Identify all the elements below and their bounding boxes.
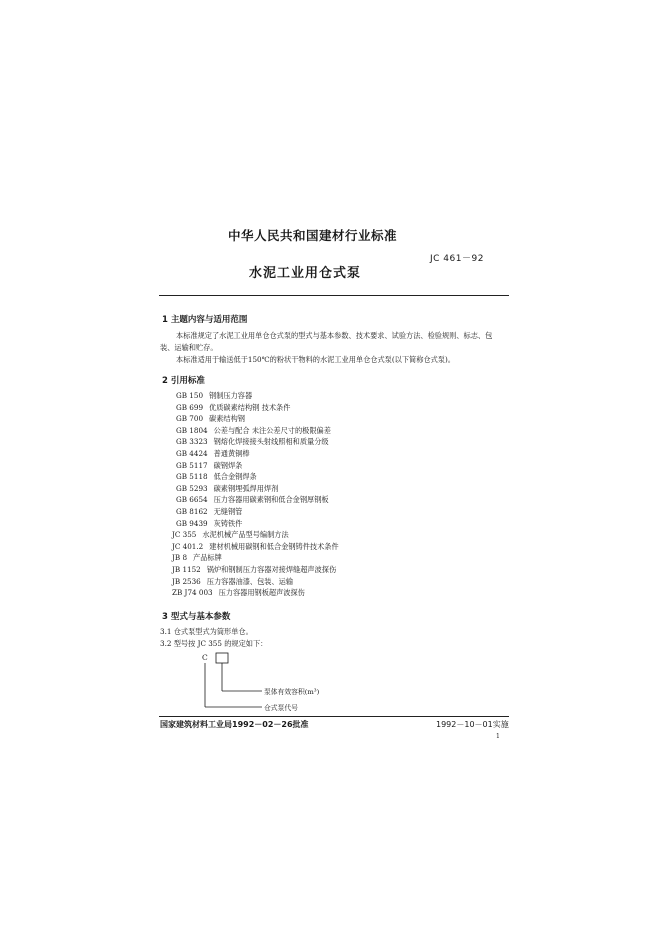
- approval-date: 国家建筑材料工业局1992－02－26批准: [160, 720, 309, 729]
- section-1-para1-line2: 装、运输和贮存。: [160, 343, 218, 352]
- reference-title: 低合金钢焊条: [213, 472, 257, 482]
- reference-code: JC 401.2: [172, 541, 204, 551]
- reference-title: 钢熔化焊接接头射线照相和质量分级: [213, 437, 329, 447]
- reference-code: GB 6654: [176, 495, 208, 505]
- reference-item: [176, 426, 331, 436]
- reference-title: 锅炉和钢制压力容器对接焊缝超声波探伤: [206, 565, 337, 574]
- diagram-label-code: 仓式泵代号: [264, 704, 298, 712]
- reference-code: GB 5118: [176, 472, 208, 482]
- reference-item: [172, 530, 289, 540]
- footer-divider: [159, 716, 509, 717]
- reference-title: 碳钢焊条: [213, 460, 243, 470]
- reference-code: GB 700: [176, 414, 204, 424]
- reference-code: JC 355: [172, 530, 197, 540]
- diagram-lines: [190, 652, 450, 712]
- reference-title: 水泥机械产品型号编制方法: [202, 530, 289, 540]
- reference-code: GB 4424: [176, 449, 208, 458]
- reference-code: GB 8162: [176, 507, 208, 516]
- reference-code: JB 1152: [172, 565, 201, 574]
- section-3-item-2: 3.2 型号按 JC 355 的规定如下：: [160, 639, 268, 648]
- reference-title: 普通黄铜棒: [213, 449, 250, 458]
- reference-code: JB 2536: [172, 576, 201, 586]
- reference-code: GB 3323: [176, 437, 208, 447]
- reference-code: GB 1804: [176, 425, 208, 435]
- reference-item: [176, 484, 278, 494]
- reference-item: [172, 565, 336, 575]
- reference-title: 压力容器用钢板超声波探伤: [218, 588, 305, 598]
- issuing-organization: 中华人民共和国建材行业标准: [228, 228, 398, 243]
- reference-item: [176, 495, 329, 505]
- reference-item: [176, 414, 245, 424]
- standard-code: JC 461－92: [430, 254, 484, 264]
- reference-title: 产品标牌: [193, 553, 222, 563]
- implementation-date: 1992－10－01实施: [436, 720, 509, 729]
- section-2-heading: 2 引用标准: [162, 376, 205, 386]
- reference-title: 建材机械用碳钢和低合金钢铸件技术条件: [209, 541, 339, 551]
- page-number: 1: [496, 733, 500, 740]
- reference-code: ZB J74 003: [172, 588, 213, 598]
- section-3-heading: 3 型式与基本参数: [162, 612, 231, 622]
- reference-item: [176, 472, 257, 482]
- reference-title: 钢制压力容器: [209, 391, 253, 400]
- reference-title: 碳素钢埋弧焊用焊剂: [213, 483, 279, 493]
- reference-item: [172, 588, 305, 598]
- reference-item: [176, 403, 290, 413]
- reference-title: 灰铸铁件: [213, 518, 243, 528]
- document-title: 水泥工业用仓式泵: [249, 266, 362, 281]
- reference-item: [176, 391, 252, 401]
- reference-code: GB 699: [176, 402, 204, 412]
- section-1-para1-line1: 本标准规定了水泥工业用单仓仓式泵的型式与基本参数、技术要求、试验方法、检验规则、标志、包: [176, 331, 493, 340]
- reference-item: [176, 437, 329, 447]
- header-divider: [159, 295, 509, 296]
- reference-item: [172, 553, 222, 563]
- reference-title: 无缝钢管: [213, 507, 243, 516]
- reference-title: 优质碳素结构钢 技术条件: [209, 402, 291, 412]
- reference-item: [176, 449, 250, 459]
- reference-code: GB 5293: [176, 483, 208, 493]
- reference-item: [176, 507, 242, 517]
- diagram-box: [216, 653, 228, 663]
- reference-item: [176, 519, 242, 529]
- section-1-heading: 1 主题内容与适用范围: [162, 315, 248, 325]
- reference-title: 压力容器用碳素钢和低合金钢厚钢板: [213, 495, 329, 505]
- reference-code: GB 150: [176, 391, 204, 400]
- reference-title: 碳素结构钢: [209, 414, 245, 424]
- reference-item: [172, 542, 339, 552]
- reference-code: GB 9439: [176, 518, 208, 528]
- section-1-para2: 本标准适用于输送低于150℃的粉状干物料的水泥工业用单仓仓式泵(以下简称仓式泵)。: [176, 355, 455, 364]
- reference-item: [172, 577, 293, 587]
- diagram-label-volume: 泵体有效容积(m³): [264, 688, 320, 696]
- reference-code: GB 5117: [176, 460, 208, 470]
- reference-title: 公差与配合 未注公差尺寸的极限偏差: [213, 425, 331, 435]
- diagram-letter: C: [202, 653, 208, 662]
- reference-code: JB 8: [172, 553, 188, 563]
- reference-title: 压力容器油漆、包装、运输: [206, 576, 294, 586]
- section-3-item-1: 3.1 仓式泵型式为筒形单仓。: [160, 627, 253, 636]
- reference-item: [176, 461, 242, 471]
- model-number-diagram: [190, 652, 450, 712]
